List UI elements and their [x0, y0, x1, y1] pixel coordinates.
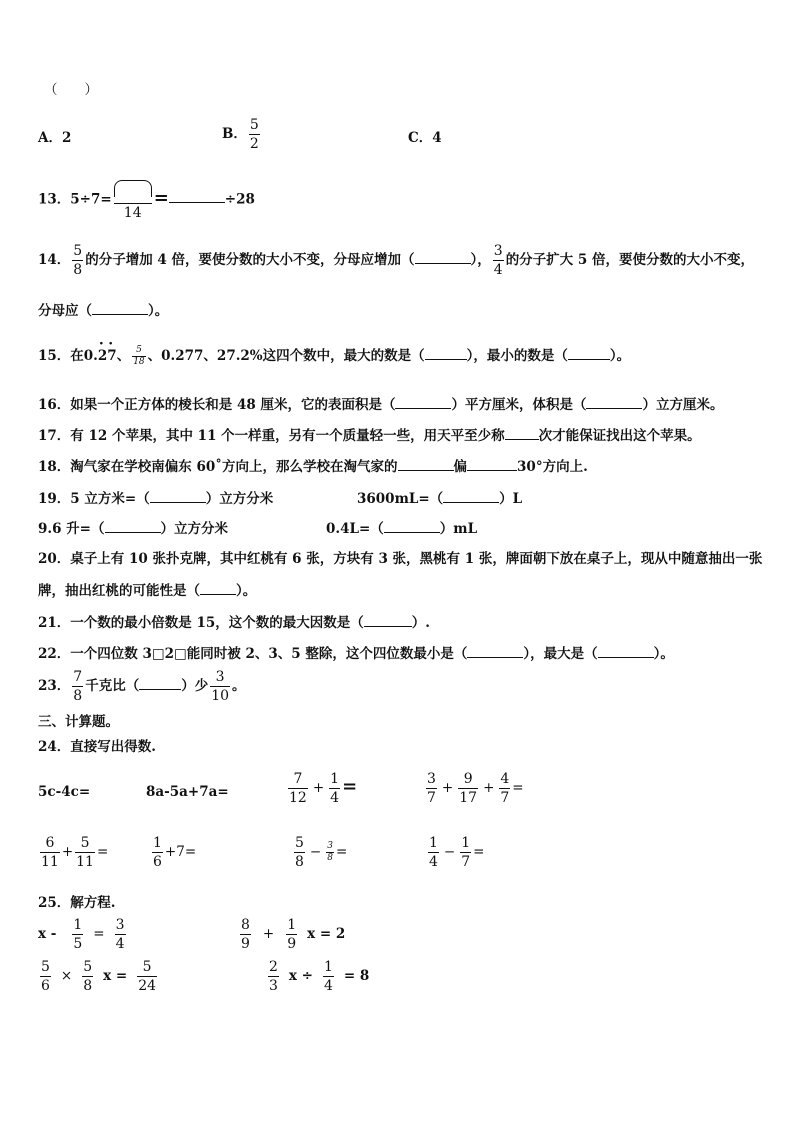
question-14-cont: 分母应（ ）。 — [38, 300, 168, 321]
question-19: 19．5 立方米=（ ）立方分米 — [38, 488, 273, 509]
question-13: 13．5÷7= 14 = ÷28 — [38, 180, 255, 220]
question-16: 16．如果一个正方体的棱长和是 48 厘米，它的表面积是（ ）平方厘米，体积是（ ）立方厘米。 — [38, 394, 723, 415]
option-a: A．2 — [38, 130, 72, 146]
question-14: 14． $\frac{5}{8}$ 的分子增加 4 倍，要使分数的大小不变，分母应增加（ ）， $\frac{3}{4}$ 的分子扩大 5 倍，要使分数的大小不变， — [38, 243, 754, 278]
fraction: $\frac{5}{2}$ — [249, 117, 259, 152]
section-heading: 三、计算题。 — [38, 714, 119, 730]
answer-paren: （ ） — [44, 82, 98, 98]
question-20: 20．桌子上有 10 张扑克牌，其中红桃有 6 张，方块有 3 张，黑桃有 1 张，牌面朝下放在桌子上，现从中随意抽出一张 — [38, 551, 763, 567]
expr-24-3: $\frac{7}{12}$ + $\frac{1}{4}$ = — [289, 771, 358, 806]
question-21: 21．一个数的最小倍数是 15，这个数的最大因数是（ ）. — [38, 612, 430, 633]
expr-24-8: $\frac{1}{4}$ − $\frac{1}{7}$ = — [429, 835, 485, 870]
question-19-c: 9.6 升=（ ）立方分米 — [38, 518, 228, 539]
answer-box — [114, 180, 152, 197]
option-b: B． $\frac{5}{2}$ — [222, 117, 259, 152]
question-24-title: 24．直接写出得数. — [38, 739, 156, 755]
question-19-d: 0.4L=（ ）mL — [326, 518, 477, 539]
question-22: 22．一个四位数 3□2□能同时被 2、3、5 整除，这个四位数最小是（ ），最大是（ ）。 — [38, 643, 674, 664]
equation-25-1: x - $\frac{1}{5}$ = $\frac{3}{4}$ — [38, 917, 125, 952]
expr-24-2: 8a-5a+7a= — [146, 784, 229, 800]
expr-24-5: $\frac{6}{11}$ + $\frac{5}{11}$ = — [41, 835, 109, 870]
question-17: 17．有 12 个苹果，其中 11 个一样重，另有一个质量轻一些，用天平至少称 次才能保证找出这个苹果。 — [38, 425, 701, 446]
option-c: C．4 — [408, 130, 442, 146]
equation-25-4: $\frac{2}{3}$ x ÷ $\frac{1}{4}$ = 8 — [269, 959, 370, 994]
question-18: 18．淘气家在学校南偏东 60˚方向上，那么学校在淘气家的 偏 30°方向上. — [38, 456, 588, 477]
expr-24-7: $\frac{5}{8}$ − $\frac{3}{8}$ = — [295, 835, 348, 870]
expr-24-4: $\frac{3}{7}$ + $\frac{9}{17}$ + $\frac{4}{7}$ = — [427, 771, 524, 806]
expr-24-6: $\frac{1}{6}$ +7= — [153, 835, 197, 870]
expr-24-1: 5c-4c= — [38, 784, 91, 800]
question-19-b: 3600mL=（ ）L — [357, 488, 522, 509]
question-23: 23． $\frac{7}{8}$ 千克比（ ）少 $\frac{3}{10}$ 。 — [38, 669, 246, 704]
question-25-title: 25．解方程. — [38, 895, 116, 911]
question-20-cont: 牌，抽出红桃的可能性是（ ）。 — [38, 580, 256, 601]
question-15: 15．在0.· 2· 7、 $\frac{5}{18}$ 、0.277、27.2%这四个数中，最大的数是（ ），最小的数是（ ）。 — [38, 345, 630, 367]
equation-25-2: $\frac{8}{9}$ + $\frac{1}{9}$ x = 2 — [241, 917, 346, 952]
equation-25-3: $\frac{5}{6}$ × $\frac{5}{8}$ x = $\frac{5}{24}$ — [41, 959, 157, 994]
